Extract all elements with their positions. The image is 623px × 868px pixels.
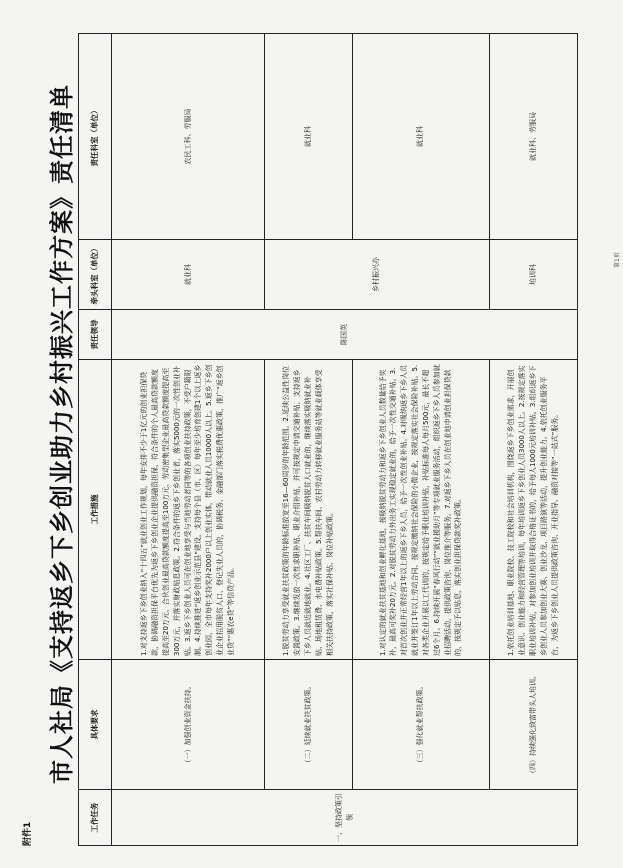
page-marker: 第1页: [614, 252, 621, 268]
requirement-cell: （三）强化就业帮扶政策。: [353, 660, 490, 790]
header-lead-dept: 牵头科室（单位）: [79, 240, 112, 310]
table-header-row: [79, 34, 112, 846]
requirement-cell: （二）延续就业扶贫政策。: [264, 660, 352, 790]
attachment-label: 附件1: [23, 821, 33, 846]
task-cell: 一、坚持政策引领: [112, 790, 578, 846]
document-title: 市人社局《支持返乡下乡创业助力乡村振兴工作方案》责任清单: [47, 84, 76, 784]
header-measures: 工作措施: [79, 360, 112, 660]
lead-dept-cell: 就业科: [112, 240, 265, 310]
requirement-cell: （一）加强创业资金扶持。: [112, 660, 265, 790]
table-row: [112, 34, 265, 846]
resp-dept-cell: 就业科: [264, 34, 352, 240]
header-resp-dept: 责任科室（单位）: [79, 34, 112, 240]
resp-dept-cell: 就业科、劳服局: [489, 34, 577, 240]
table-row: [489, 34, 577, 846]
header-task: 工作任务: [79, 790, 112, 846]
requirement-cell: （四）持续强化致富带头人培训。: [489, 660, 577, 790]
header-leader: 责任领导: [79, 310, 112, 360]
measures-cell: 1.对支持返乡下乡创业纳入“十四五”就业创业工作规划，每年安排不少于1亿元的创业担保贷款，协调融资担保平台优先为返乡下乡创业企业提供融资担保，符合条件的个人最高贷款额度提高至20万元、合伙创业最高贷款额度提高至100万元、劳动密集型企业最高贷款额度提高至300万元，并落实财政贴息政策。2.符合条件的返乡下乡创业者，落实5000元的一次性创业补贴。3.返乡下乡创业人员可在创业地享受与当地劳动者同等的各项创业扶持政策，不受户籍限制。4.持续推进“返乡创业示范县”建设，支持每个县（市、区）每年至少培育创建1个以上返乡创业园，全市每年支持奖补2000户以上创业实体，带动就业人员10000人以上。5.返乡下乡创业企业招用脱贫人口、登记失业人员的，协调税务、金融部门落实税费优惠政策，推广“返乡创业贷”“惠农e贷”等信贷产品。: [112, 360, 265, 660]
measures-cell: 1.脱贫劳动力享受就业扶贫政策的年龄标准放宽至16—60周岁的年龄范围。2.延续公益性岗位安置政策。3.继续发放一次性求职补贴、职业介绍补贴，并可按规定申请交通补贴，支持返乡下乡人员就近就地就业。4.社区工厂、扶贫车间吸纳脱贫人口就业的，继续落实吸纳就业补贴、场地租赁费、水电费补贴政策。5.帮扶车间、农村劳动力转移就业服务站等就业载体享受相关扶持政策，落实社保补贴、岗位补贴政策。: [264, 360, 352, 660]
table-row: [264, 34, 352, 846]
header-requirement: 具体要求: [79, 660, 112, 790]
lead-dept-cell: 培训科: [489, 240, 577, 310]
resp-dept-cell: 农民工科、劳服局: [112, 34, 265, 240]
measures-cell: 1.对认定的就业扶贫基地和创业孵化基地，按吸纳脱贫劳动力和返乡下乡创业人员数量给予奖补，最高可奖补20万元。2.对脱贫劳动力外出务工实现稳定就业的，给予一次性交通补贴。3.对首次创业并正常经营1年以上的返乡下乡人员，给予一次性创业补贴。4.对吸纳返乡下乡人员就业并签订1年以上劳动合同、按规定缴纳社会保险的小微企业，按规定落实社会保险补贴。5.对各类企业开展以工代训的，按规定给予职业培训补贴，补贴标准每人每月500元，最长不超过6个月。6.持续开展“春风行动”“就业援助月”等专项就业服务活动，组织返乡下乡人员参加就业招聘活动，提供政策咨询、岗位推介等服务。7.对返乡下乡人员在创业地申请创业担保贷款的，按规定予以贴息，落实创业担保贷款奖补政策。: [353, 360, 490, 660]
measures-cell: 1.依托创业培训基地、职业院校、技工院校和社会培训机构，围绕返乡下乡创业需求，开展创业意识、创业能力和经营管理等培训，每年培训返乡下乡创业人员3000人以上。2.按规定落实职业培训补贴，对参加创业培训并取得合格证书的，给予每人1000元培训补贴。3.组织返乡下乡创业人员参加创业大赛、创业沙龙、项目路演等活动，提升创业能力。4.依托创业服务平台，为返乡下乡创业人员提供政策咨询、开业指导、融资对接等“一站式”服务。: [489, 360, 577, 660]
lead-dept-cell: 乡村振兴办: [264, 240, 489, 310]
table-row: [353, 34, 490, 846]
leader-cell: 陈国英: [112, 310, 578, 360]
resp-dept-cell: 就业科: [353, 34, 490, 240]
responsibility-table: [78, 33, 578, 846]
